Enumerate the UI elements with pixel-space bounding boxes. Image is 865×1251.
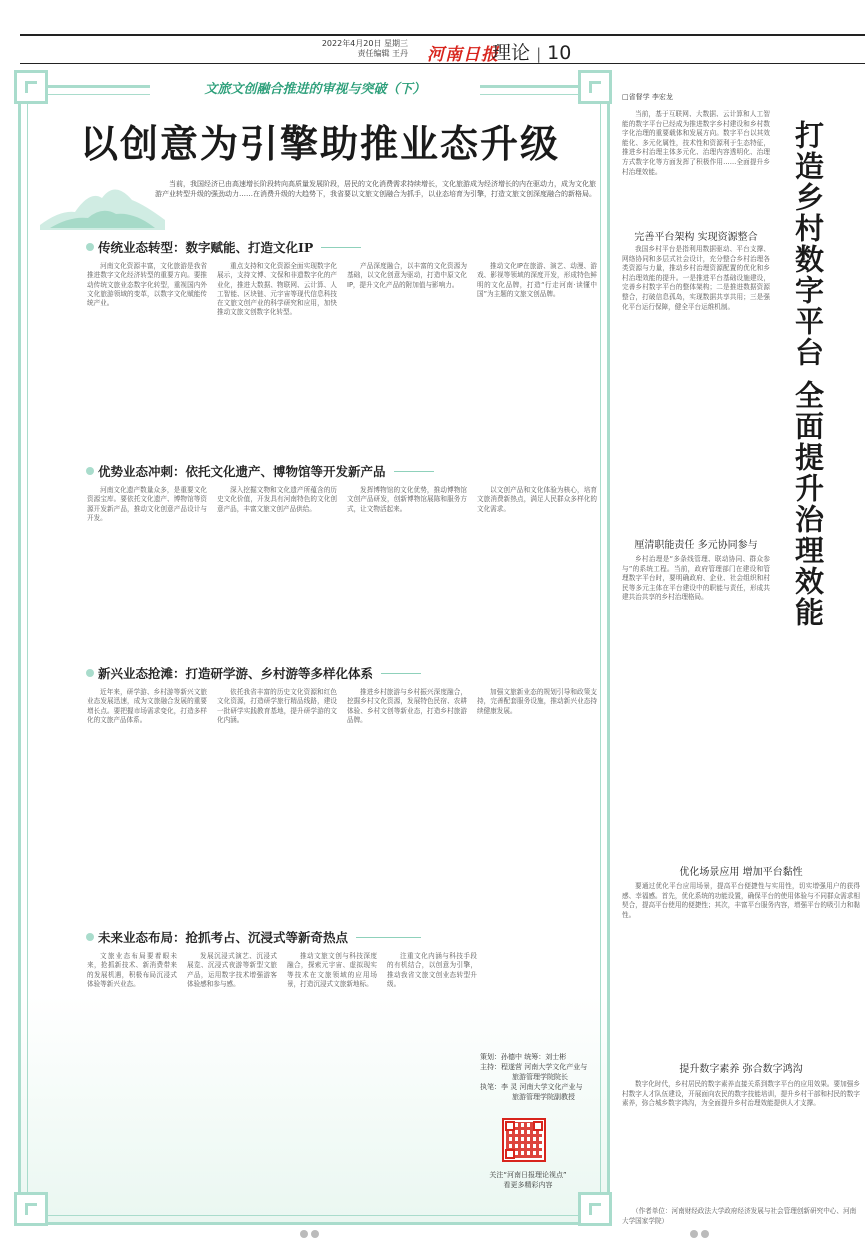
body-column: 推动文化IP在旅游、演艺、动漫、游戏、影视等领域的深度开发，形成特色鲜明的文化品牌，打造“行走河南·读懂中国”为主题的文旅文创品牌。 (477, 262, 597, 298)
section-page-label (492, 38, 571, 65)
page-end-marker-icon (690, 1230, 709, 1238)
body-column: 发挥博物馆的文化优势，推动博物馆文创产品研发，创新博物馆展陈和服务方式，让文物活起来。 (347, 486, 467, 513)
right-subheading: 提升数字素养 弥合数字鸿沟 (679, 1064, 803, 1075)
newspaper-logo: 河南日报 (427, 45, 499, 65)
right-paragraph: 乡村治理是“多条线管理、联动协同、群众参与”的系统工程。当前，政府管理部门在建设和管理数字平台时，要明确政府、企业、社会组织和村民等多元主体在平台建设中的职能与责任，形成共建共治共享的乡村治理格局。 (622, 555, 770, 602)
right-article-vertical-title: 打造乡村数字平台 全面提升治理效能 (791, 120, 825, 629)
right-paragraph: 我国乡村平台是指利用数据驱动、平台支撑、网络协同和多层式社会设计，充分整合乡村治理各类资源与力量，推动乡村治理资源配置的优化和乡村治理效能的提升。一是推进平台基础设施建设，完善乡村数字平台的整体架构；二是推进数据资源整合，打破信息孤岛，实现数据共享共用；三是强化平台运行保障，健全平台运维机制。 (622, 245, 770, 311)
section-body (87, 262, 602, 438)
body-column: 深入挖掘文物和文化遗产所蕴含的历史文化价值，开发具有河南特色的文化创意产品，丰富文旅文创产品供给。 (217, 486, 337, 513)
body-column: 河南文化遗产数量众多，是重要文化资源宝库。要依托文化遗产、博物馆等资源开发新产品，推动文化创意产品设计与开发。 (87, 486, 207, 522)
separator: | (536, 45, 542, 63)
right-article-intro: 当前，基于互联网、大数据、云计算和人工智能的数字平台已经成为推进数字乡村建设和乡村数字化治理的重要载体和发展方向。数字平台以其效能化、多元化属性，技术性和资源利于生态特征，推进乡村治理主体多元化、治理内容透明化、治理方式数字化等方面发挥了积极作用……全面提升乡村治理效能。 (622, 110, 770, 176)
section-rule (394, 471, 434, 472)
issue-date: 2022年4月20日 星期三 (321, 39, 408, 48)
section-rule (381, 673, 421, 674)
feature-lead-paragraph: 当前，我国经济已由高速增长阶段转向高质量发展阶段，居民的文化消费需求持续增长，文化旅游成为经济增长的内在驱动力，成为文化旅游产业转型升级的强劲动力……在消费升级的大趋势下，我省要以文旅文创融合为抓手，以业态培育为引擎，打造文旅文创深度融合的新格局。 (155, 180, 596, 198)
series-kicker: 文旅文创融合推进的审视与突破（下） (150, 78, 480, 97)
qr-code-icon[interactable] (502, 1118, 546, 1162)
frame-corner-ornament-icon (14, 70, 48, 104)
body-column: 加强文旅新业态的规划引导和政策支持，完善配套服务设施，推动新兴业态持续健康发展。 (477, 688, 597, 715)
body-column: 河南文化资源丰富，文化旅游是我省推进数字文化经济转型的重要方向。要推动传统文旅业态数字化转型，重视国内外文化旅游领域的变革，以数字文化赋能传统产业。 (87, 262, 207, 308)
bullet-dot-icon (86, 243, 94, 251)
right-subheading: 完善平台架构 实现资源整合 (634, 232, 758, 243)
section-title: 未来业态布局：抢抓考占、沉浸式等新奇热点 (98, 930, 349, 945)
credits-block (480, 1052, 600, 1102)
page-number: 10 (547, 42, 572, 64)
bullet-dot-icon (86, 933, 94, 941)
frame-corner-ornament-icon (14, 1192, 48, 1226)
bullet-dot-icon (86, 669, 94, 677)
section-rule (321, 247, 361, 248)
body-column: 发展沉浸式演艺、沉浸式展览、沉浸式夜游等新型文旅产品，运用数字技术增强游客体验感和参与感。 (187, 952, 277, 988)
credit-line: 旅游管理学院副教授 (512, 1093, 575, 1101)
masthead (20, 34, 865, 64)
kicker-rule-left (52, 86, 150, 88)
feature-headline: 以创意为引擎助推业态升级 (80, 121, 561, 166)
kicker-rule-right (482, 86, 578, 88)
page-end-marker-icon (300, 1230, 319, 1238)
section-body (87, 688, 602, 908)
responsible-editor: 责任编辑 王丹 (357, 49, 408, 58)
qr-caption: 关注“河南日报理论视点” 看更多精彩内容 (489, 1171, 567, 1189)
section-title: 新兴业态抢滩：打造研学游、乡村游等多样化体系 (98, 666, 374, 681)
section-name: 理论 (492, 42, 531, 64)
bullet-dot-icon (86, 467, 94, 475)
section-rule (356, 937, 421, 938)
right-subheading: 厘清职能责任 多元协同参与 (634, 540, 758, 551)
right-paragraph: 要通过优化平台应用场景，提高平台便捷性与实用性，切实增强用户的获得感、幸福感。首先，优化系统的功能设置，确保平台的使用体验与不同群众需求相契合，提高平台使用的便捷性；其次，丰富平台服务内容，增强平台的吸引力和黏性。 (622, 882, 860, 919)
section-heading (86, 928, 421, 946)
credit-line: 主持：程遂营 河南大学文化产业与 (480, 1063, 588, 1071)
section-heading (86, 664, 421, 682)
body-column: 依托我省丰富的历史文化资源和红色文化资源，打造研学旅行精品线路，建设一批研学实践教育基地，提升研学游的文化内涵。 (217, 688, 337, 724)
section-title: 传统业态转型：数字赋能、打造文化IP (98, 240, 314, 255)
section-body (87, 952, 477, 1212)
credit-line: 执笔：李 灵 河南大学文化产业与 (480, 1083, 583, 1091)
section-title: 优势业态冲刺：依托文化遗产、博物馆等开发新产品 (98, 464, 386, 479)
section-heading (86, 238, 361, 256)
body-column: 推进乡村旅游与乡村振兴深度融合，挖掘乡村文化资源，发展特色民宿、农耕体验、乡村文创等新业态，打造乡村旅游品牌。 (347, 688, 467, 724)
credit-line: 旅游管理学院院长 (512, 1073, 568, 1081)
frame-corner-ornament-icon (578, 1192, 612, 1226)
body-column: 推动文旅文创与科技深度融合，探索元宇宙、虚拟现实等技术在文旅领域的应用场景，打造沉浸式文旅新地标。 (287, 952, 377, 988)
author-affiliation-footnote: （作者单位：河南财经政法大学政府经济发展与社会管理创新研究中心、河南大学国家学院） (622, 1207, 857, 1225)
right-article-byline: □省督学 李宏龙 (622, 93, 673, 101)
ink-mountain-illustration-icon (40, 170, 165, 230)
body-column: 近年来，研学游、乡村游等新兴文旅业态发展迅速，成为文旅融合发展的重要增长点。要把握市场需求变化，打造多样化的文旅产品体系。 (87, 688, 207, 724)
section-heading (86, 462, 434, 480)
credit-line: 策划：孙德中 统筹：刘士彬 (480, 1053, 567, 1061)
right-paragraph: 数字化时代，乡村居民的数字素养直接关系到数字平台的应用效果。要加强乡村数字人才队伍建设，开展面向农民的数字技能培训，提升乡村干部和村民的数字素养，弥合城乡数字鸿沟，为全面提升乡村治理效能提供人才支撑。 (622, 1080, 860, 1108)
body-column: 产品深度融合，以丰富的文化资源为基础，以文化创意为驱动，打造中原文化IP，提升文化产品的附加值与影响力。 (347, 262, 467, 289)
frame-corner-ornament-icon (578, 70, 612, 104)
body-column: 注重文化内涵与科技手段的有机结合，以创意为引擎，推动我省文旅文创业态转型升级。 (387, 952, 477, 988)
body-column: 以文创产品和文化体验为核心，培育文旅消费新热点，满足人民群众多样化的文化需求。 (477, 486, 597, 513)
body-column: 文旅业态布局要着眼未来，抢抓新技术、新消费带来的发展机遇，积极布局沉浸式体验等新兴业态。 (87, 952, 177, 988)
right-subheading: 优化场景应用 增加平台黏性 (679, 867, 803, 878)
masthead-date-block (312, 39, 408, 59)
body-column: 重点支持和文化资源全面实现数字化展示，支持文博、文保和非遗数字化的产业化，推进大数据、物联网、云计算、人工智能、区块链、元宇宙等现代信息科技在文旅文创产业的科学研究和应用，加快推动文旅文创数字化转型。 (217, 262, 337, 317)
section-body (87, 486, 602, 636)
